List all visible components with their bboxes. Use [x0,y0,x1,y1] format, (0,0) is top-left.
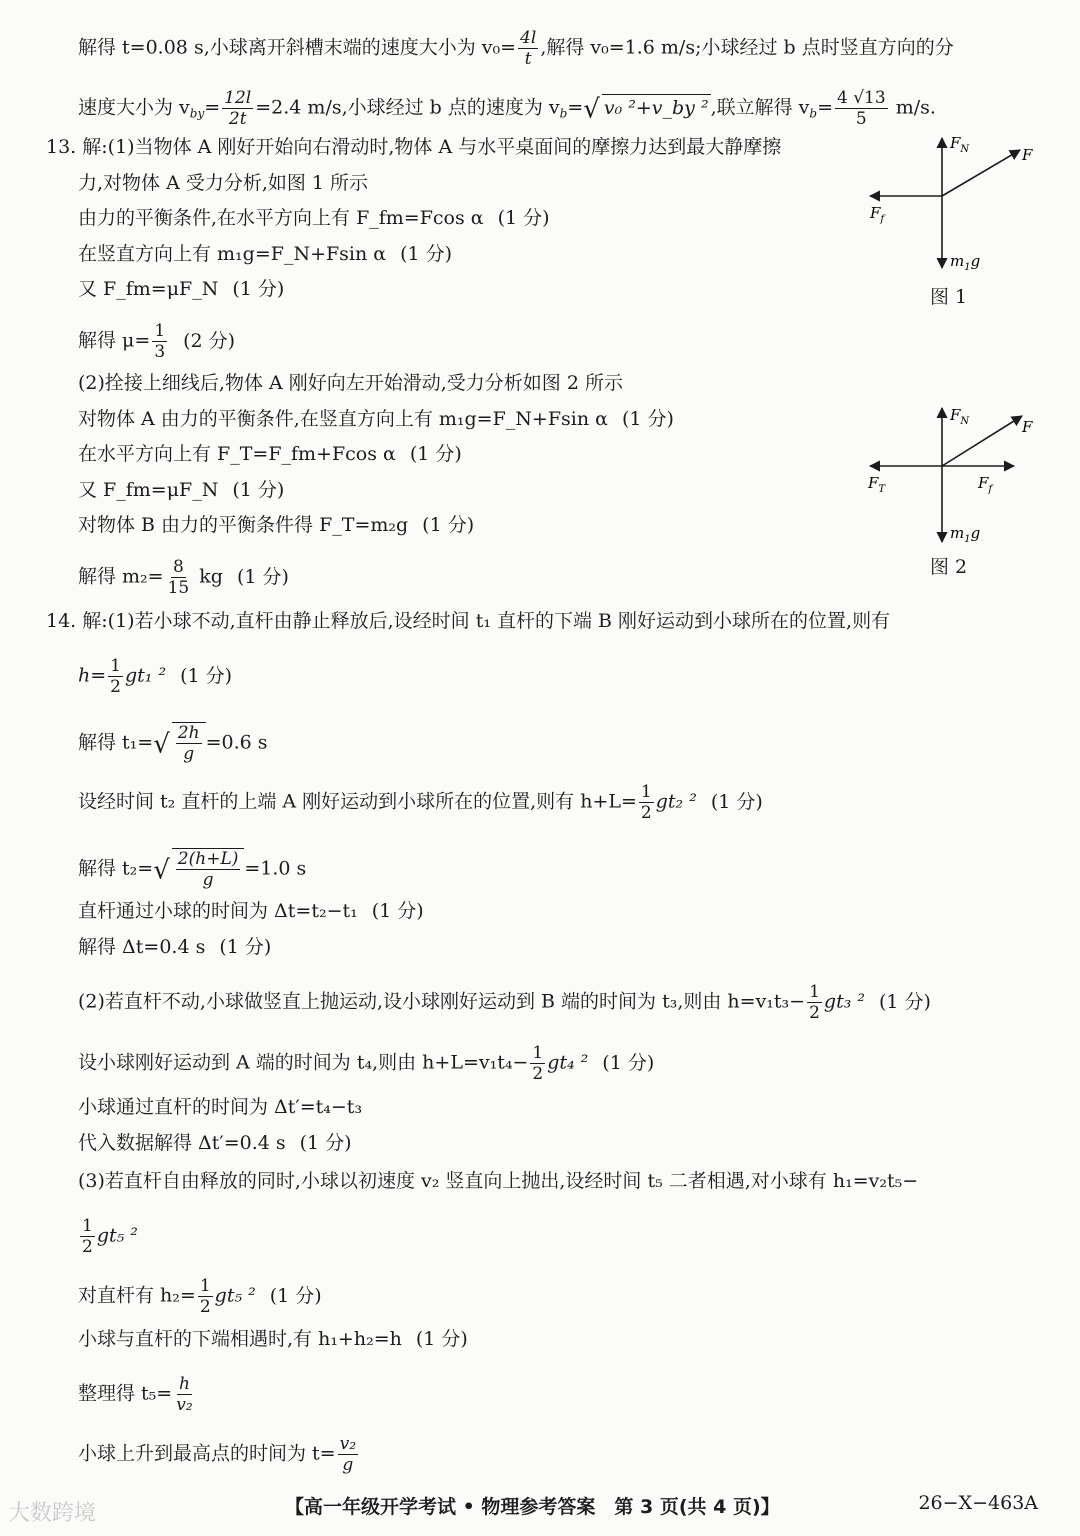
points: (1 分) [621,408,674,430]
subscript: b [559,106,568,121]
points: (1 分) [232,479,285,501]
q14-line-8 [78,982,931,1023]
text: gt₅ ² [96,1224,138,1247]
fraction [807,982,822,1023]
text: gt₂ ² [655,790,697,813]
footer-title: 【高一年级开学考试 • 物理参考答案 第 3 页(共 4 页)】 [285,1496,780,1518]
text: 又 F_fm=μF_N [78,479,219,501]
q13-line-2: 力,对物体 A 受力分析,如图 1 所示 [78,172,369,194]
text: 速度大小为 v [78,96,190,119]
radicand [172,848,245,890]
points: (1 分) [180,664,233,687]
radical-sign: √ [153,729,170,760]
text: 解得 μ= [78,329,151,352]
points: (1 分) [409,443,462,465]
points: (1 分) [236,565,289,588]
text: 对直杆有 h₂= [78,1284,196,1307]
radicand [172,722,206,764]
denominator: 2 [110,677,121,697]
points: (1 分) [415,1328,468,1350]
points: (1 分) [710,790,763,813]
fraction [108,656,123,697]
numerator: 12l [224,88,252,108]
q13-line-1: 13. 解:(1)当物体 A 刚好开始向右滑动时,物体 A 与水平桌面间的摩擦力达到最大静摩擦 [46,136,782,158]
fraction [530,1043,545,1084]
fraction [80,1216,95,1257]
numerator: v₂ [339,1434,357,1454]
force-diagram-1 [862,128,1042,278]
fraction [222,88,253,129]
q14-line-12: (3)若直杆自由释放的同时,小球以初速度 v₂ 竖直向上抛出,设经时间 t₅ 二者相遇,对小球有 h₁=v₂t₅− [78,1170,919,1192]
denominator: v₂ [176,1395,193,1415]
numerator: 1 [82,1216,93,1236]
numerator: 1 [110,656,121,676]
numerator: 1 [532,1043,544,1063]
text: 解得 m₂= [78,565,164,588]
denominator: 2t [228,109,247,129]
points: (1 分) [219,936,272,958]
q13-line-10 [78,477,284,503]
denominator: g [342,1455,354,1475]
q14-line-10: 小球通过直杆的时间为 Δt′=t₄−t₃ [78,1096,363,1118]
denominator: 5 [855,109,867,129]
numerator: 4 √13 [837,88,886,108]
numerator: 4l [520,28,537,48]
text: 直杆通过小球的时间为 Δt=t₂−t₁ [78,900,358,922]
points: (1 分) [422,514,475,536]
q14-line-14 [78,1276,322,1317]
q13-line-12 [78,557,289,598]
watermark: 大数跨境 [8,1501,97,1526]
fn-label: $F_N$ [950,134,970,155]
numerator: 1 [199,1276,211,1296]
mg-label: $m_1g$ [950,252,981,273]
radical-sign: √ [153,855,170,886]
denominator: 3 [154,342,166,362]
text: 小球上升到最高点的时间为 t= [78,1442,336,1465]
fraction [152,321,167,362]
text: 解得 t₂= [78,857,154,880]
fn-label: $F_N$ [950,406,970,427]
fraction [338,1434,358,1475]
q14-line-2 [78,656,232,697]
text: 在竖直方向上有 m₁g=F_N+Fsin α [78,243,387,265]
text: 代入数据解得 Δt′=0.4 s [78,1132,286,1154]
denominator: g [202,870,214,890]
numerator: 8 [173,557,184,577]
ff-label: $F_f$ [978,474,993,495]
text: =2.4 m/s,小球经过 b 点的速度为 v [255,96,560,119]
q14-line-11 [78,1130,352,1156]
text: gt₄ ² [547,1051,589,1074]
text: 对物体 B 由力的平衡条件得 F_T=m₂g [78,514,409,536]
q13-line-7: (2)拴接上细线后,物体 A 刚好向左开始滑动,受力分析如图 2 所示 [78,372,623,394]
q13-line-6 [78,321,235,362]
mg-label: $m_1g$ [950,524,981,545]
denominator: g [183,744,195,764]
denominator: 2 [640,803,652,823]
f-label: F [1022,146,1033,164]
text: 小球与直杆的下端相遇时,有 h₁+h₂=h [78,1328,402,1350]
text: 又 F_fm=μF_N [78,278,219,300]
text: 整理得 t₅= [78,1382,173,1405]
force-diagram-2 [862,400,1042,550]
fraction [176,723,202,764]
denominator: 2 [809,1003,820,1023]
q14-line-7 [78,934,271,960]
q13-line-11 [78,512,474,538]
ff-label: $F_f$ [870,204,885,225]
q14-line-15 [78,1326,468,1352]
q14-line-16 [78,1374,197,1415]
points: (1 分) [269,1284,322,1307]
points: (1 分) [602,1051,655,1074]
figure-1-caption: 图 1 [930,286,968,308]
text: 对物体 A 由力的平衡条件,在竖直方向上有 m₁g=F_N+Fsin α [78,408,608,430]
points: (2 分) [183,329,236,352]
text: =0.6 s [205,731,268,754]
text: ,解得 v₀=1.6 m/s;小球经过 b 点时竖直方向的分 [540,36,954,59]
text: 设小球刚好运动到 A 端的时间为 t₄,则由 h+L=v₁t₄− [78,1051,529,1074]
line-2 [78,88,936,129]
q14-line-17 [78,1434,360,1475]
q13-line-4 [78,241,452,267]
fraction [176,849,241,890]
denominator: 2 [199,1297,211,1317]
text: kg [193,565,223,588]
text: = [817,96,833,119]
q14-line-3 [78,722,268,764]
applied-force-arrow [942,150,1020,196]
page-footer [0,1492,1080,1532]
q14-line-1: 14. 解:(1)若小球不动,直杆由静止释放后,设经时间 t₁ 直杆的下端 B 刚好运动到小球所在的位置,则有 [46,610,891,632]
points: (1 分) [400,243,453,265]
denominator: t [524,49,532,69]
subscript: b [809,106,818,121]
numerator: 2h [177,723,200,743]
text: 解得 t₁= [78,731,154,754]
fraction [835,88,888,129]
text: (2)若直杆不动,小球做竖直上抛运动,设小球刚好运动到 B 端的时间为 t₃,则由 h=v₁t₃− [78,990,806,1013]
q13-line-3 [78,205,550,231]
fraction [639,782,654,823]
numerator: 1 [640,782,652,802]
line-1 [78,28,954,69]
points: (1 分) [232,278,285,300]
radical-sign: √ [583,94,600,125]
text: = [567,96,584,119]
text: = [204,96,221,119]
figure-2-caption: 图 2 [930,556,968,578]
radicand: v₀ ²+v_by ² [602,94,711,121]
fraction [166,557,192,598]
text: gt₁ ² [125,664,167,687]
numerator: 1 [809,982,820,1002]
text: h= [78,664,107,687]
fraction [174,1374,194,1415]
fraction [518,28,538,69]
text: 解得 t=0.08 s,小球离开斜槽末端的速度大小为 v₀= [78,36,517,59]
text: gt₅ ² [214,1284,256,1307]
ft-label: $F_T$ [868,474,886,495]
text: 解得 Δt=0.4 s [78,936,206,958]
denominator: 2 [82,1237,93,1257]
q14-line-4 [78,782,763,823]
numerator: 2(h+L) [177,849,239,869]
text: =1.0 s [244,857,307,880]
text: 在水平方向上有 F_T=F_fm+Fcos α [78,443,396,465]
text: gt₃ ² [823,990,865,1013]
points: (1 分) [371,900,424,922]
q14-line-6 [78,898,424,924]
text: m/s. [889,96,936,119]
q14-line-5 [78,848,306,890]
subscript: by [189,106,205,121]
numerator: 1 [154,321,166,341]
q14-line-9 [78,1043,654,1084]
text: ,联立解得 v [710,96,810,119]
text: 由力的平衡条件,在水平方向上有 F_fm=Fcos α [78,207,484,229]
numerator: h [178,1374,190,1394]
document-code: 26−X−463A [918,1492,1038,1514]
q13-line-5 [78,276,284,302]
points: (1 分) [879,990,931,1013]
denominator: 15 [167,578,190,598]
q13-line-9 [78,441,462,467]
q14-line-13 [78,1216,138,1257]
q13-line-8 [78,406,674,432]
text: 设经时间 t₂ 直杆的上端 A 刚好运动到小球所在的位置,则有 h+L= [78,790,637,813]
fraction [198,1276,213,1317]
points: (1 分) [497,207,550,229]
points: (1 分) [299,1132,352,1154]
f-label: F [1022,418,1033,436]
denominator: 2 [532,1064,544,1084]
